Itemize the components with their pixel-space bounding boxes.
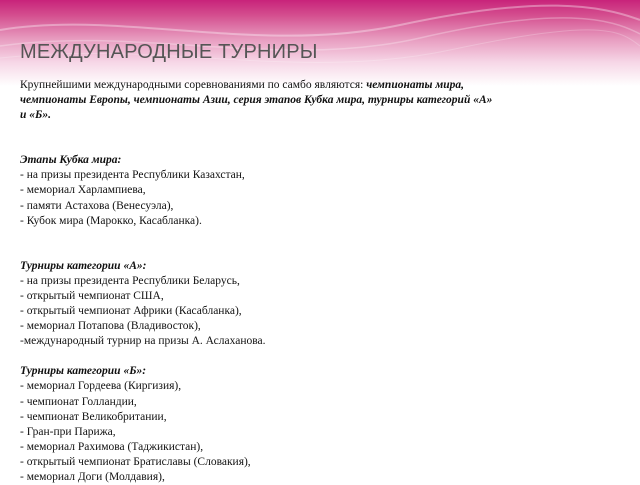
intro-emphasis-1: чемпионаты мира, [366,79,465,91]
intro-emphasis-2: чемпионаты Европы, чемпионаты Азии, серия этапов Кубка мира, турниры категорий «А» [20,94,493,107]
spacer [20,349,580,364]
header-banner [0,0,640,86]
list-item: - на призы президента Республики Казахстан, [20,169,245,182]
list-item: - на призы президента Республики Беларусь, [20,274,240,287]
list-item: - мемориал Харлампиева, [20,184,146,197]
section-category-a [20,259,580,350]
page-title: МЕЖДУНАРОДНЫЕ ТУРНИРЫ [20,41,318,63]
list-item: - открытый чемпионат Братиславы (Словакия), [20,455,251,468]
intro-paragraph [20,78,580,123]
list-item: - открытый чемпионат Африки (Касабланка), [20,305,242,318]
document-body [20,78,580,485]
list-item: - открытый чемпионат США, [20,289,164,302]
section-heading: Этапы Кубка мира: [20,154,122,167]
section-world-cup [20,153,580,228]
list-item: -международный турнир на призы А. Аслаханова. [20,335,266,348]
section-heading: Турниры категории «Б»: [20,365,147,378]
spacer [20,244,580,259]
section-list [20,379,580,485]
list-item: - чемпионат Великобритании, [20,410,167,423]
list-item: - мемориал Доги (Молдавия), [20,470,165,483]
spacer [20,229,580,244]
intro-text: Крупнейшими международными соревнованиями по самбо являются: [20,79,367,91]
section-list [20,274,580,349]
list-item: - памяти Астахова (Венесуэла), [20,199,174,212]
list-item: - мемориал Рахимова (Таджикистан), [20,440,204,453]
list-item: - Кубок мира (Марокко, Касабланка). [20,214,202,227]
list-item: - мемориал Потапова (Владивосток), [20,320,201,333]
section-heading: Турниры категории «А»: [20,259,147,272]
list-item: - чемпионат Голландии, [20,395,137,408]
section-list [20,168,580,228]
spacer [20,138,580,153]
list-item: - мемориал Гордеева (Киргизия), [20,380,182,393]
section-category-b [20,364,580,485]
list-item: - Гран-при Парижа, [20,425,116,438]
intro-emphasis-3: и «Б». [20,109,51,122]
spacer [20,123,580,138]
